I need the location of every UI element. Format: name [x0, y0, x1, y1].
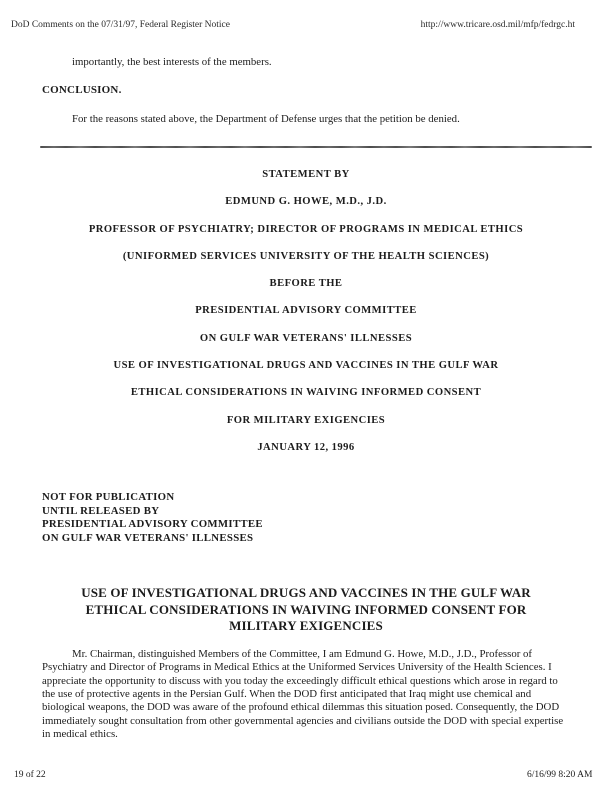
- continuation-text: importantly, the best interests of the members.: [72, 56, 272, 68]
- statement-line: JANUARY 12, 1996: [257, 441, 355, 453]
- header-source-url: http://www.tricare.osd.mil/mfp/fedrgc.ht: [420, 20, 575, 30]
- release-notice-line: ON GULF WAR VETERANS' ILLNESSES: [42, 531, 254, 544]
- statement-line: STATEMENT BY: [262, 169, 350, 180]
- conclusion-heading: CONCLUSION.: [42, 84, 122, 96]
- release-notice-block: [42, 491, 263, 545]
- statement-line: (UNIFORMED SERVICES UNIVERSITY OF THE HEALTH SCIENCES): [122, 250, 490, 262]
- statement-line: EDMUND G. HOWE, M.D., J.D.: [225, 196, 387, 208]
- main-title-line: MILITARY EXIGENCIES: [229, 618, 383, 634]
- release-notice-line: NOT FOR PUBLICATION: [42, 491, 175, 503]
- statement-line: PRESIDENTIAL ADVISORY COMMITTEE: [195, 305, 417, 317]
- release-notice-line: PRESIDENTIAL ADVISORY COMMITTEE: [42, 518, 263, 531]
- header-document-title: DoD Comments on the 07/31/97, Federal Register Notice: [11, 20, 230, 30]
- statement-line: BEFORE THE: [269, 278, 343, 290]
- page-header: [11, 20, 575, 30]
- conclusion-paragraph: For the reasons stated above, the Department of Defense urges that the petition be denied.: [72, 113, 460, 125]
- statement-line: ETHICAL CONSIDERATIONS IN WAIVING INFORMED CONSENT: [130, 387, 482, 399]
- statement-line: ON GULF WAR VETERANS' ILLNESSES: [199, 332, 413, 344]
- statement-line: FOR MILITARY EXIGENCIES: [226, 414, 386, 426]
- release-notice-line: UNTIL RELEASED BY: [42, 504, 160, 517]
- footer-page-number: 19 of 22: [14, 770, 46, 780]
- main-title-line: ETHICAL CONSIDERATIONS IN WAIVING INFORMED CONSENT FOR: [85, 601, 527, 617]
- body-paragraph: Mr. Chairman, distinguished Members of the Committee, I am Edmund G. Howe, M.D., J.D., Professor of Psychiatry and Director of Programs in Medical Ethics at the Uniformed Services University of the Health Sciences. I appreciate the opportunity to discuss with you today the exceedingly difficult ethical questions which arose in regard to the use of protective agents in the Persian Gulf. When the DOD first anticipated that Iraq might use chemical and biological weapons, the DOD was aware of the profound ethical dilemmas this situation posed. Consequently, the DOD immediately sought consultation from other governmental agencies and civilians outside the DOD with special expertise in medical ethics.: [42, 648, 564, 741]
- footer-timestamp: 6/16/99 8:20 AM: [527, 770, 593, 780]
- main-title: [42, 585, 570, 635]
- section-divider-rule: [40, 146, 592, 148]
- statement-line: PROFESSOR OF PSYCHIATRY; DIRECTOR OF PROGRAMS IN MEDICAL ETHICS: [88, 223, 524, 235]
- statement-line: USE OF INVESTIGATIONAL DRUGS AND VACCINES IN THE GULF WAR: [113, 360, 499, 372]
- main-title-line: USE OF INVESTIGATIONAL DRUGS AND VACCINES IN THE GULF WAR: [81, 585, 531, 600]
- statement-title-block: [0, 161, 612, 461]
